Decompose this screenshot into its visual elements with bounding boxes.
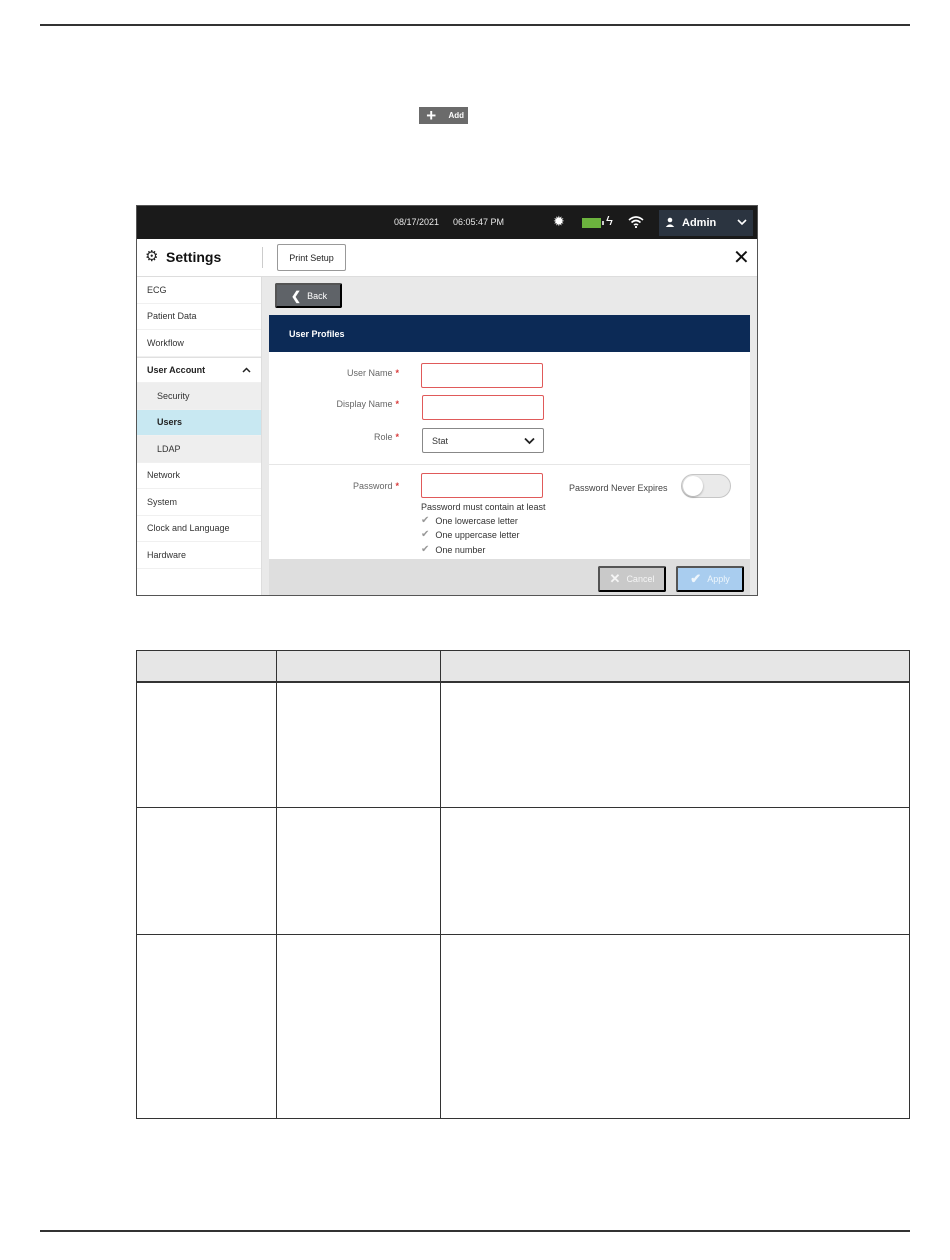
- table-cell: [440, 935, 909, 1119]
- settings-content: [262, 277, 757, 596]
- panel-title: User Profiles: [269, 315, 750, 352]
- table-cell: [440, 808, 909, 935]
- table-cell: [276, 682, 440, 808]
- cancel-button[interactable]: ✕ Cancel: [598, 566, 666, 592]
- add-button[interactable]: [419, 107, 468, 124]
- charging-icon: ϟ: [606, 213, 613, 228]
- rule-number: ✔ One number: [421, 544, 486, 555]
- table-cell: [137, 935, 277, 1119]
- action-footer: [269, 559, 750, 596]
- sidebar-item-ecg[interactable]: ECG: [137, 277, 261, 304]
- gear-icon: ⚙: [145, 248, 159, 265]
- wifi-icon[interactable]: [628, 216, 644, 230]
- password-label: Password *: [352, 481, 399, 491]
- status-date: 08/17/2021: [394, 217, 440, 227]
- chevron-down-icon: [737, 217, 747, 229]
- table-header-row: [137, 651, 910, 682]
- rule-uppercase: ✔ One uppercase letter: [421, 529, 520, 540]
- sidebar-item-patient-data[interactable]: Patient Data: [137, 304, 261, 331]
- table-header-cell: [276, 651, 440, 682]
- display-name-input[interactable]: [422, 395, 544, 420]
- display-name-label: Display Name *: [336, 399, 399, 409]
- table-cell: [276, 808, 440, 935]
- password-never-expires-toggle[interactable]: [681, 474, 731, 498]
- sidebar-item-ldap[interactable]: LDAP: [137, 436, 261, 463]
- table-row: [137, 935, 910, 1119]
- role-select[interactable]: Stat: [422, 428, 544, 453]
- form-divider: [269, 464, 750, 465]
- table-header-cell: [137, 651, 277, 682]
- check-icon: ✔: [421, 544, 430, 555]
- table-row: [137, 808, 910, 935]
- print-setup-button[interactable]: Print Setup: [277, 244, 346, 271]
- role-label: Role *: [373, 432, 399, 442]
- close-icon: ✕: [609, 571, 621, 586]
- settings-header: [137, 239, 757, 277]
- settings-table: [136, 650, 910, 1119]
- rule-lowercase: ✔ One lowercase letter: [421, 515, 518, 526]
- check-icon: ✔: [690, 571, 702, 586]
- page-bottom-rule: [40, 1230, 910, 1232]
- table-header-cell: [440, 651, 909, 682]
- back-button[interactable]: ❮ Back: [275, 283, 342, 308]
- user-name-label: User Name *: [346, 368, 399, 378]
- chevron-up-icon: [242, 365, 251, 375]
- sidebar-item-system[interactable]: System: [137, 489, 261, 516]
- sidebar-item-security[interactable]: Security: [137, 383, 261, 410]
- add-button-label: Add: [448, 111, 464, 120]
- toggle-knob: [683, 476, 703, 496]
- plus-icon: +: [426, 106, 437, 125]
- password-input[interactable]: [421, 473, 543, 498]
- table-cell: [276, 935, 440, 1119]
- table-cell: [440, 682, 909, 808]
- sidebar-item-clock-and-language[interactable]: Clock and Language: [137, 516, 261, 543]
- sidebar-item-hardware[interactable]: Hardware: [137, 542, 261, 569]
- sidebar-item-users[interactable]: Users: [137, 410, 261, 437]
- check-icon: ✔: [421, 529, 430, 540]
- brightness-icon[interactable]: ✹: [553, 213, 565, 229]
- chevron-down-icon: [524, 434, 535, 448]
- table-row: [137, 682, 910, 808]
- device-screenshot: [136, 205, 758, 596]
- user-name-input[interactable]: [421, 363, 543, 388]
- settings-sidebar: [137, 277, 262, 596]
- table-cell: [137, 808, 277, 935]
- chevron-left-icon: ❮: [291, 288, 302, 303]
- check-icon: ✔: [421, 515, 430, 526]
- apply-button[interactable]: ✔ Apply: [676, 566, 744, 592]
- password-hint: Password must contain at least: [421, 502, 546, 512]
- sidebar-item-user-account[interactable]: User Account: [137, 357, 261, 384]
- header-divider: [262, 247, 263, 268]
- battery-icon: [582, 218, 601, 228]
- user-name: Admin: [682, 217, 717, 229]
- table-cell: [137, 682, 277, 808]
- password-never-expires-label: Password Never Expires: [569, 483, 668, 493]
- page-top-rule: [40, 24, 910, 26]
- status-bar: [137, 206, 757, 239]
- page-title: Settings: [166, 249, 222, 265]
- user-profiles-panel: [269, 315, 750, 559]
- sidebar-item-workflow[interactable]: Workflow: [137, 330, 261, 357]
- user-menu[interactable]: [659, 210, 753, 236]
- person-icon: [665, 217, 677, 230]
- status-time: 06:05:47 PM: [453, 217, 505, 227]
- sidebar-item-network[interactable]: Network: [137, 463, 261, 490]
- close-icon[interactable]: ✕: [733, 247, 750, 269]
